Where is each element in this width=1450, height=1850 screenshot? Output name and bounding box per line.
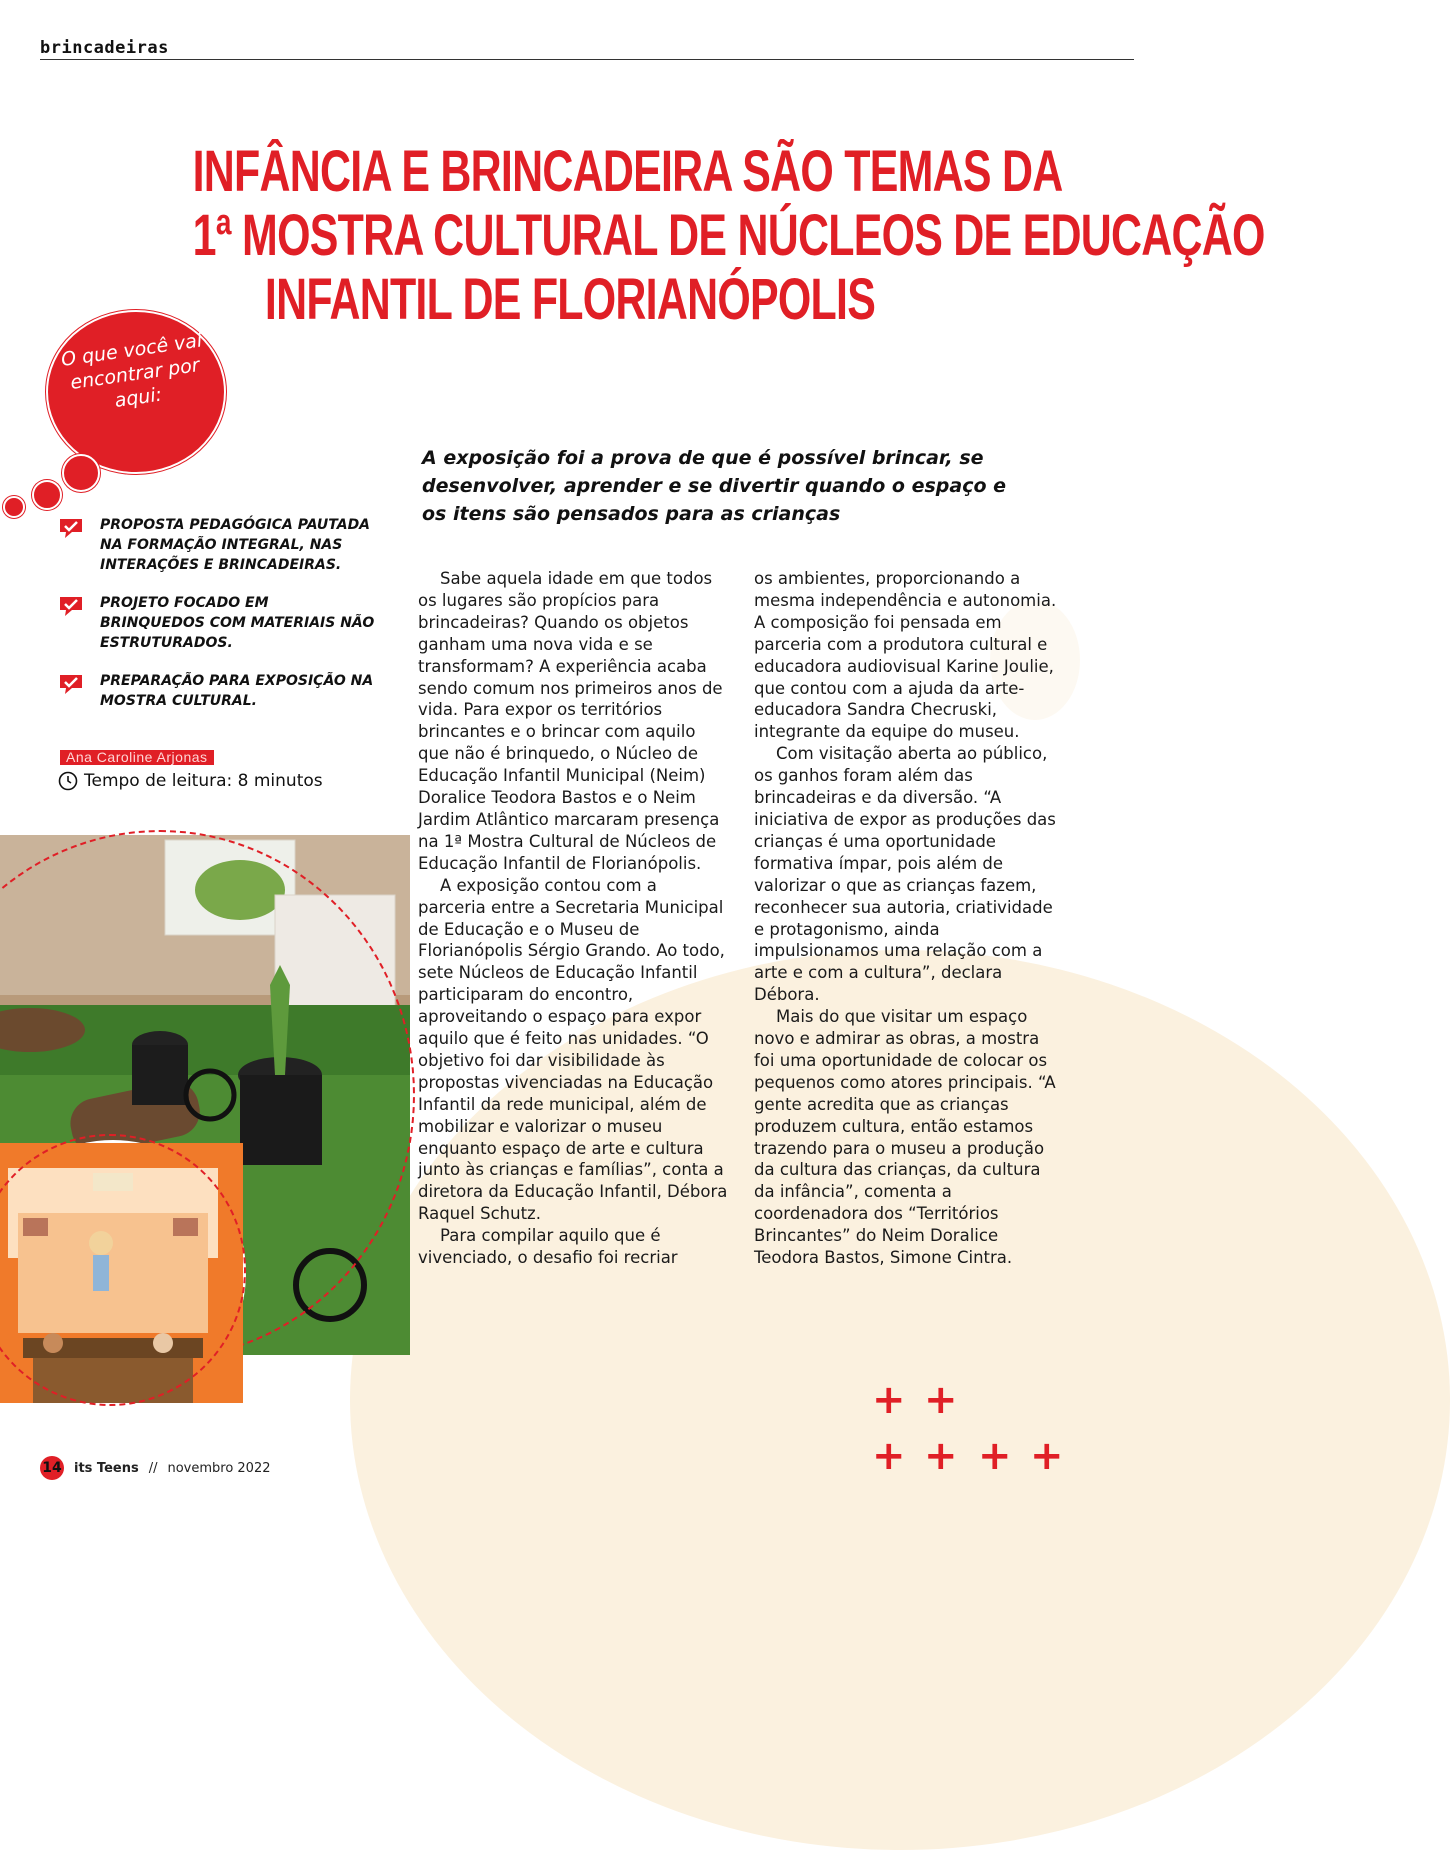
check-badge-icon xyxy=(58,517,84,539)
footer-separator: // xyxy=(148,1460,158,1476)
clock-icon xyxy=(58,771,78,791)
check-badge-icon xyxy=(58,673,84,695)
plus-icon: + xyxy=(978,1433,1012,1479)
topic-text: PROPOSTA PEDAGÓGICA PAUTADA NA FORMAÇÃO INTEGRAL, NAS INTERAÇÕES E BRINCADEIRAS. xyxy=(100,517,371,573)
thought-bubble-dot xyxy=(32,480,62,510)
article-column-2 xyxy=(754,568,1064,1269)
article-paragraph: Sabe aquela idade em que todos os lugares são propícios para brincadeiras? Quando os objetos ganham uma nova vida e se transformam? A experiência acaba sendo comum nos primeiros anos de vida. Para expor os territórios brincantes e o brincar com aquilo que não é brinquedo, o Núcleo de Educação Infantil Municipal (Neim) Doralice Teodora Bastos e o Neim Jardim Atlântico marcaram presença na 1ª Mostra Cultural de Núcleos de Educação Infantil de Florianópolis. xyxy=(418,569,723,873)
headline-line-2: 1ª MOSTRA CULTURAL DE NÚCLEOS DE EDUCAÇÃO xyxy=(192,203,1265,268)
decorative-plus-pattern xyxy=(872,1377,1072,1503)
topic-item xyxy=(58,593,378,653)
publication-name: its Teens xyxy=(74,1460,139,1476)
article-paragraph: A exposição contou com a parceria entre a Secretaria Municipal de Educação e o Museu de Florianópolis Sérgio Grando. Ao todo, sete Núcleos de Educação Infantil participaram do encontro, aproveitando o espaço para expor aquilo que é feito nas unidades. “O objetivo foi dar visibilidade às propostas vivenciadas na Educação Infantil da rede municipal, além de mobilizar e valorizar o museu enquanto espaço de arte e cultura junto às crianças e famílias”, conta a diretora da Educação Infantil, Débora Raquel Schutz. xyxy=(418,875,728,1224)
thought-bubble xyxy=(0,300,240,530)
article-column-1 xyxy=(418,568,728,1269)
thought-bubble-dot xyxy=(3,496,25,518)
headline-line-1: INFÂNCIA E BRINCADEIRA SÃO TEMAS DA xyxy=(192,139,1063,204)
author-credit: Ana Caroline Arjonas xyxy=(60,750,214,765)
article-paragraph: Para compilar aquilo que é vivenciado, o desafio foi recriar xyxy=(418,1226,678,1268)
lede: A exposição foi a prova de que é possível brincar, se desenvolver, aprender e se divertir quando o espaço e os itens são pensados para as crianças xyxy=(422,447,1007,525)
issue-date: novembro 2022 xyxy=(167,1460,271,1476)
reading-time-text: Tempo de leitura: 8 minutos xyxy=(84,771,323,791)
headline-line-3: INFANTIL DE FLORIANÓPOLIS xyxy=(264,267,876,332)
article-paragraph: Mais do que visitar um espaço novo e admirar as obras, a mostra foi uma oportunidade de colocar os pequenos como atores principais. “A gente acredita que as crianças produzem cultura, então estamos trazendo para o museu a produção da cultura das crianças, da cultura da infância”, comenta a coordenadora dos “Territórios Brincantes” do Neim Doralice Teodora Bastos, Simone Cintra. xyxy=(754,1007,1056,1268)
plus-icon: + xyxy=(872,1433,906,1479)
headline xyxy=(192,139,1265,332)
section-divider xyxy=(40,59,1134,60)
check-badge-icon xyxy=(58,595,84,617)
topic-item xyxy=(58,515,378,575)
article-paragraph: os ambientes, proporcionando a mesma independência e autonomia. A composição foi pensada em parceria com a produtora cultural e educadora audiovisual Karine Joulie, que contou com a ajuda da arte-educadora Sandra Checruski, integrante da equipe do museu. xyxy=(754,569,1057,742)
reading-time xyxy=(58,771,323,791)
plus-icon: + xyxy=(924,1377,958,1423)
thought-bubble-dot xyxy=(62,454,100,492)
topic-list xyxy=(58,515,378,729)
page-number: 14 xyxy=(40,1456,64,1480)
topic-text: PROJETO FOCADO EM BRINQUEDOS COM MATERIAIS NÃO ESTRUTURADOS. xyxy=(100,595,375,651)
article-paragraph: Com visitação aberta ao público, os ganhos foram além das brincadeiras e da diversão. “A iniciativa de expor as produções das crianças é uma oportunidade formativa ímpar, pois além de valorizar o que as crianças fazem, reconhecer sua autoria, criatividade e protagonismo, ainda impulsionamos uma relação com a arte e com a cultura”, declara Débora. xyxy=(754,744,1056,1005)
section-label: brincadeiras xyxy=(40,38,169,58)
plus-icon: + xyxy=(924,1433,958,1479)
page-footer xyxy=(40,1456,271,1480)
thought-bubble-text: O que você vai encontrar por aqui: xyxy=(59,329,204,412)
topic-item xyxy=(58,671,378,711)
plus-icon: + xyxy=(872,1377,906,1423)
topic-text: PREPARAÇÃO PARA EXPOSIÇÃO NA MOSTRA CULTURAL. xyxy=(100,673,374,709)
plus-icon: + xyxy=(1030,1433,1064,1479)
